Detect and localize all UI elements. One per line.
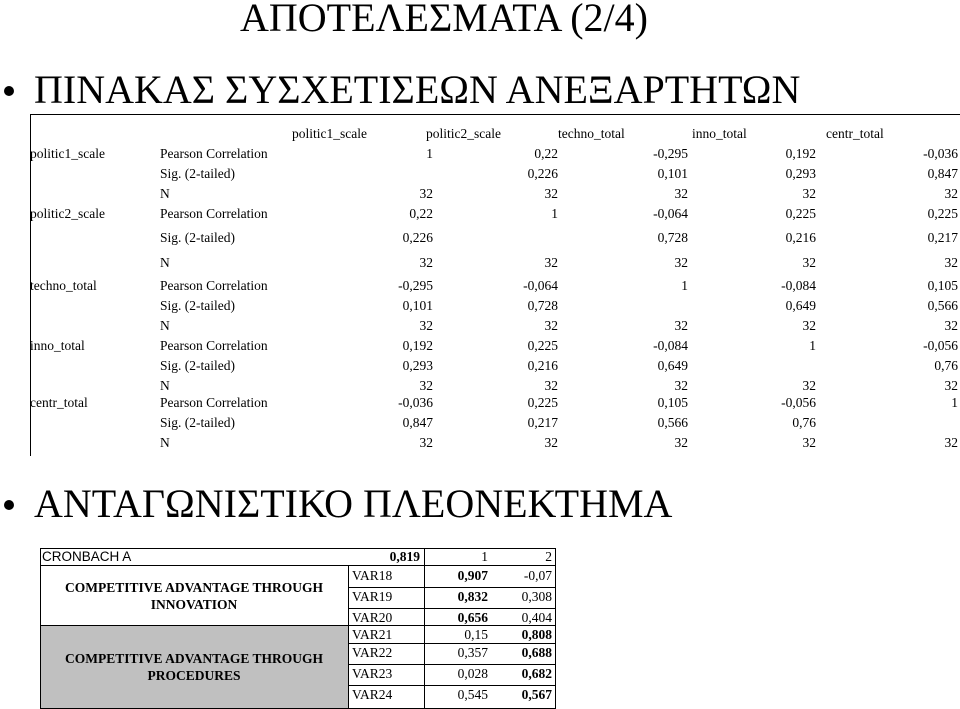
factor-2-loading: 0,308 <box>521 589 552 604</box>
table-cell: 0,76 <box>934 358 958 373</box>
table-cell: 32 <box>802 255 816 270</box>
column-header: centr_total <box>826 126 884 141</box>
variable-label: VAR21 <box>352 627 393 642</box>
table-cell: 0,225 <box>785 206 816 221</box>
table-cell: 0,22 <box>534 146 558 161</box>
table-cell: 0,76 <box>792 415 816 430</box>
table-rule <box>555 548 556 709</box>
table-cell: 32 <box>419 378 433 393</box>
table-cell: 0,225 <box>927 206 958 221</box>
table-cell: 1 <box>951 395 958 410</box>
table-cell: 0,226 <box>527 166 558 181</box>
table-cell: -0,084 <box>781 278 816 293</box>
table-cell: 0,216 <box>785 230 816 245</box>
factor-1-loading: 0,545 <box>457 687 488 702</box>
table-cell: 32 <box>674 435 688 450</box>
factor-1-loading: 0,832 <box>457 589 488 604</box>
table-cell: -0,064 <box>523 278 558 293</box>
table-cell: 32 <box>544 318 558 333</box>
table-rule <box>40 548 41 709</box>
variable-label: VAR20 <box>352 610 393 625</box>
variable-label: VAR18 <box>352 568 393 583</box>
table-cell: -0,056 <box>923 338 958 353</box>
table-cell: -0,295 <box>398 278 433 293</box>
row-statistic-label: Sig. (2-tailed) <box>160 230 235 245</box>
table-cell: 32 <box>674 255 688 270</box>
row-statistic-label: N <box>160 435 170 450</box>
row-statistic-label: Pearson Correlation <box>160 146 268 161</box>
column-header: techno_total <box>558 126 625 141</box>
table-cell: 32 <box>674 186 688 201</box>
section-heading-correlations <box>0 66 800 113</box>
factor-2-loading: 0,567 <box>521 687 552 702</box>
row-statistic-label: Sig. (2-tailed) <box>160 166 235 181</box>
table-cell: 0,101 <box>402 298 433 313</box>
factor-1-loading: 0,357 <box>457 645 488 660</box>
group-label: COMPETITIVE ADVANTAGE THROUGH PROCEDURES <box>64 651 324 683</box>
table-rule <box>424 548 425 709</box>
table-cell: 32 <box>802 435 816 450</box>
table-cell: 32 <box>944 378 958 393</box>
table-cell: 0,649 <box>657 358 688 373</box>
table-cell: 0,566 <box>657 415 688 430</box>
table-rule <box>40 565 556 566</box>
row-statistic-label: N <box>160 318 170 333</box>
factor-2-loading: -0,07 <box>523 568 552 583</box>
table-cell: 32 <box>944 318 958 333</box>
variable-label: VAR22 <box>352 645 393 660</box>
table-cell: 0,728 <box>657 230 688 245</box>
factor-1-loading: 0,656 <box>457 610 488 625</box>
column-header: inno_total <box>692 126 747 141</box>
table-cell: 32 <box>544 255 558 270</box>
table-cell: 32 <box>544 378 558 393</box>
factor-2-loading: 0,404 <box>521 610 552 625</box>
header-label: CRONBACH A <box>42 549 132 564</box>
factor-2-loading: 0,808 <box>521 627 552 642</box>
table-rule <box>348 587 556 588</box>
table-cell: 32 <box>674 318 688 333</box>
table-cell: 0,225 <box>527 338 558 353</box>
table-cell: 32 <box>419 318 433 333</box>
table-rule <box>348 685 556 686</box>
variable-label: VAR23 <box>352 666 393 681</box>
row-statistic-label: N <box>160 378 170 393</box>
table-cell: 0,847 <box>927 166 958 181</box>
table-cell: 0,847 <box>402 415 433 430</box>
table-cell: 1 <box>551 206 558 221</box>
correlation-table <box>30 114 960 456</box>
table-cell: 0,728 <box>527 298 558 313</box>
factor-2-loading: 0,688 <box>521 645 552 660</box>
column-header: politic2_scale <box>426 126 501 141</box>
table-cell: 0,217 <box>927 230 958 245</box>
factor-1-loading: 0,028 <box>457 666 488 681</box>
factor-header: 1 <box>481 549 488 564</box>
row-statistic-label: Pearson Correlation <box>160 278 268 293</box>
factor-1-loading: 0,907 <box>457 568 488 583</box>
table-rule <box>348 565 349 709</box>
table-cell: 0,225 <box>527 395 558 410</box>
table-cell: 0,649 <box>785 298 816 313</box>
table-cell: -0,036 <box>923 146 958 161</box>
group-label: COMPETITIVE ADVANTAGE THROUGH INNOVATION <box>64 580 324 612</box>
table-cell: 0,293 <box>402 358 433 373</box>
table-cell: 32 <box>802 318 816 333</box>
row-statistic-label: Pearson Correlation <box>160 338 268 353</box>
row-statistic-label: Sig. (2-tailed) <box>160 415 235 430</box>
table-cell: 0,293 <box>785 166 816 181</box>
table-cell: 32 <box>802 186 816 201</box>
table-rule <box>348 643 556 644</box>
column-header: politic1_scale <box>292 126 367 141</box>
table-cell: 32 <box>944 255 958 270</box>
row-variable-label: inno_total <box>30 338 85 353</box>
table-cell: 0,217 <box>527 415 558 430</box>
table-rule <box>348 664 556 665</box>
section-heading-text: ΑΝΤΑΓΩΝΙΣΤΙΚΟ ΠΛΕΟΝΕΚΤΗΜΑ <box>34 481 673 526</box>
row-variable-label: politic2_scale <box>30 206 105 221</box>
table-cell: -0,036 <box>398 395 433 410</box>
row-statistic-label: Sig. (2-tailed) <box>160 298 235 313</box>
section-heading-text: ΠΙΝΑΚΑΣ ΣΥΣΧΕΤΙΣΕΩΝ ΑΝΕΞΑΡΤΗΤΩΝ <box>34 67 801 112</box>
table-cell: 32 <box>802 378 816 393</box>
table-cell: 0,216 <box>527 358 558 373</box>
table-cell: -0,295 <box>653 146 688 161</box>
row-statistic-label: Pearson Correlation <box>160 395 268 410</box>
row-statistic-label: N <box>160 186 170 201</box>
table-cell: 1 <box>681 278 688 293</box>
bullet-icon <box>4 500 14 510</box>
table-cell: 32 <box>544 186 558 201</box>
table-cell: 32 <box>944 186 958 201</box>
row-statistic-label: Pearson Correlation <box>160 206 268 221</box>
bullet-icon <box>4 86 14 96</box>
table-cell: 0,105 <box>657 395 688 410</box>
page-title: ΑΠΟΤΕΛΕΣΜΑΤΑ (2/4) <box>240 0 648 40</box>
row-variable-label: techno_total <box>30 278 97 293</box>
table-cell: 32 <box>419 255 433 270</box>
table-cell: 32 <box>674 378 688 393</box>
factor-1-loading: 0,15 <box>464 627 488 642</box>
factor-2-loading: 0,682 <box>521 666 552 681</box>
table-cell: 0,22 <box>409 206 433 221</box>
row-statistic-label: N <box>160 255 170 270</box>
table-cell: 0,192 <box>402 338 433 353</box>
table-cell: -0,084 <box>653 338 688 353</box>
table-cell: 0,226 <box>402 230 433 245</box>
table-cell: 1 <box>426 146 433 161</box>
table-rule <box>348 625 556 626</box>
table-cell: 1 <box>809 338 816 353</box>
cronbach-table <box>40 548 556 709</box>
table-rule <box>348 608 556 609</box>
table-cell: -0,056 <box>781 395 816 410</box>
table-cell: 0,105 <box>927 278 958 293</box>
table-cell: 0,101 <box>657 166 688 181</box>
table-rule <box>40 625 348 626</box>
row-variable-label: centr_total <box>30 395 88 410</box>
section-heading-competitive-advantage <box>0 480 672 527</box>
table-cell: 32 <box>544 435 558 450</box>
table-cell: -0,064 <box>653 206 688 221</box>
variable-label: VAR24 <box>352 687 393 702</box>
table-cell: 32 <box>419 435 433 450</box>
factor-header: 2 <box>545 549 552 564</box>
table-cell: 32 <box>944 435 958 450</box>
row-variable-label: politic1_scale <box>30 146 105 161</box>
row-statistic-label: Sig. (2-tailed) <box>160 358 235 373</box>
cronbach-alpha-value: 0,819 <box>389 549 420 564</box>
table-cell: 32 <box>419 186 433 201</box>
table-cell: 0,566 <box>927 298 958 313</box>
variable-label: VAR19 <box>352 589 393 604</box>
table-cell: 0,192 <box>785 146 816 161</box>
